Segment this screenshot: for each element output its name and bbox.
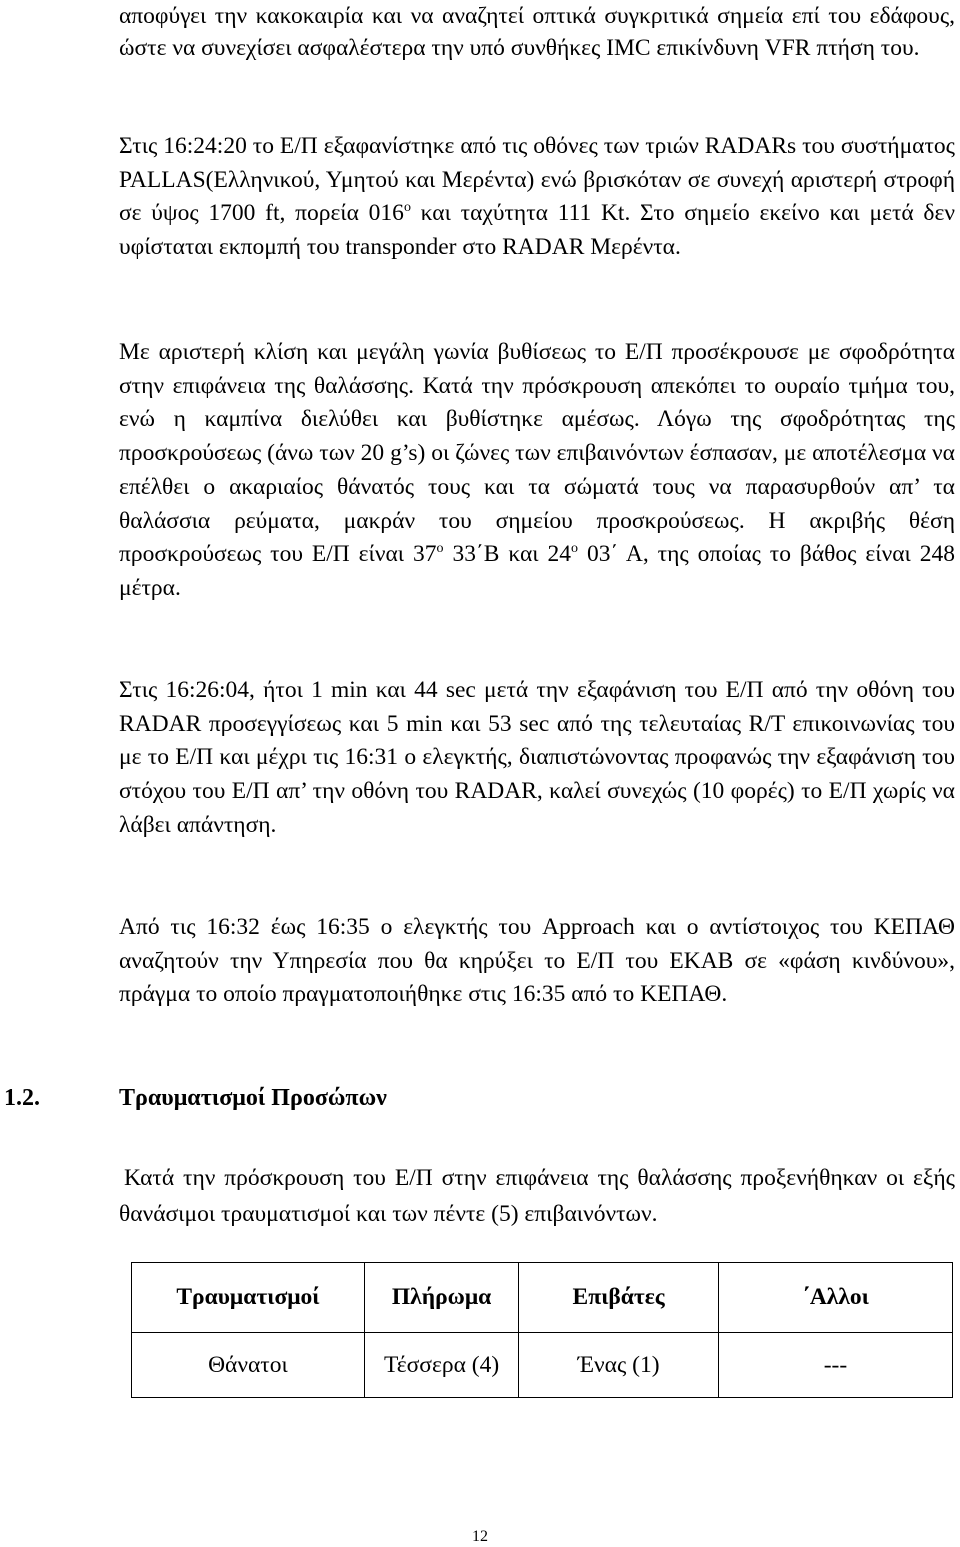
paragraph-text: Στις 16:26:04, ήτοι 1 min και 44 sec μετά την εξαφάνιση του Ε/Π από την οθόνη του RADAR προσεγγίσεως και 5 min και 53 sec από της τελευταίας R/T επικοινωνίας του με το Ε/Π και μέχρι τις 16:31 ο ελεγκτής, διαπιστώνοντας προφανώς την εξαφάνιση του στόχου του Ε/Π απ’ την οθόνη του RADAR, καλεί συνεχώς (10 φορές) το Ε/Π χωρίς να λάβει απάντηση. [119,677,955,838]
paragraph-bad-weather [119,0,955,64]
table-header-cell: Τραυματισμοί [132,1263,365,1333]
table-cell: Θάνατοι [132,1333,365,1398]
injuries-table [131,1262,953,1398]
paragraph-text: και ταχύτητα 111 Kt. Στο σημείο εκείνο και μετά δεν υφίσταται εκπομπή του transponder στο RADAR Μερέντα. [119,200,956,261]
table-cell: Ένας (1) [519,1333,719,1398]
page-number: 12 [472,1528,488,1545]
table-header-row [132,1263,953,1333]
paragraph-text: Κατά την πρόσκρουση του Ε/Π στην επιφάνεια της θαλάσσης προξενήθηκαν οι εξής θανάσιμοι τραυματισμοί και των πέντε (5) επιβαινόντων. [119,1165,955,1227]
paragraph-text: Με αριστερή κλίση και μεγάλη γωνία βυθίσεως το Ε/Π προσέκρουσε με σφοδρότητα στην επιφάνεια της θαλάσσης. Κατά την πρόσκρουση απεκόπει το ουραίο τμήμα του, ενώ η καμπίνα διελύθει και βυθίστηκε αμέσως. Λόγω της σφοδρότητας της προσκρούσεως (άνω των 20 g’s) οι ζώνες των επιβαινόντων έσπασαν, με αποτέλεσμα να επέλθει ο ακαριαίος θάνατός τους και τα σώματά τους να παρασυρθούν απ’ τα θαλάσσια ρεύματα, μακράν του σημείου προσκρούσεως. Η ακριβής θέση προσκρούσεως του Ε/Π είναι 37 [119,339,955,568]
table-header-cell: ΄Αλλοι [718,1263,952,1333]
paragraph-text: 03΄ Α, της οποίας το βάθος είναι 248 μέτρα. [119,541,955,601]
table-cell: Τέσσερα (4) [364,1333,518,1398]
degree-superscript: ο [571,541,579,557]
paragraph-text: αποφύγει την κακοκαιρία και να αναζητεί οπτικά συγκριτικά σημεία επί του εδάφους, ώστε να συνεχίσει ασφαλέστερα την υπό συνθήκες IMC επικίνδυνη VFR πτήση του. [119,3,955,61]
table-cell: --- [718,1333,952,1398]
paragraph-text: Στις 16:24:20 το Ε/Π εξαφανίστηκε από τις οθόνες των τριών RADARs του συστήματος PALLAS(Ελληνικού, Υμητού και Μερέντα) ενώ βρισκόταν σε συνεχή αριστερή στροφή σε ύψος 1700 ft, πορεία 016 [119,133,955,227]
paragraph-text: Από τις 16:32 έως 16:35 ο ελεγκτής του Approach και ο αντίστοιχος του ΚΕΠΑΘ αναζητούν την Υπηρεσία που θα κηρύξει το Ε/Π του ΕΚΑΒ σε «φάση κινδύνου», πράγμα το οποίο πραγματοποιήθηκε στις 16:35 από το ΚΕΠΑΘ. [119,914,955,1008]
paragraph-controller-calls [119,674,955,843]
degree-superscript: ο [436,541,444,557]
table-header-cell: Πλήρωμα [364,1263,518,1333]
paragraph-radar-disappearance [119,130,955,265]
degree-superscript: ο [403,200,411,216]
paragraph-impact [119,336,955,606]
section-title: Τραυματισμοί Προσώπων [119,1085,387,1111]
paragraph-injuries-intro [119,1160,955,1232]
table-row [132,1333,953,1398]
paragraph-emergency-phase [119,911,955,1012]
table-header-cell: Επιβάτες [519,1263,719,1333]
section-number: 1.2. [4,1085,40,1111]
paragraph-text: 33΄Β και 24 [443,541,572,568]
